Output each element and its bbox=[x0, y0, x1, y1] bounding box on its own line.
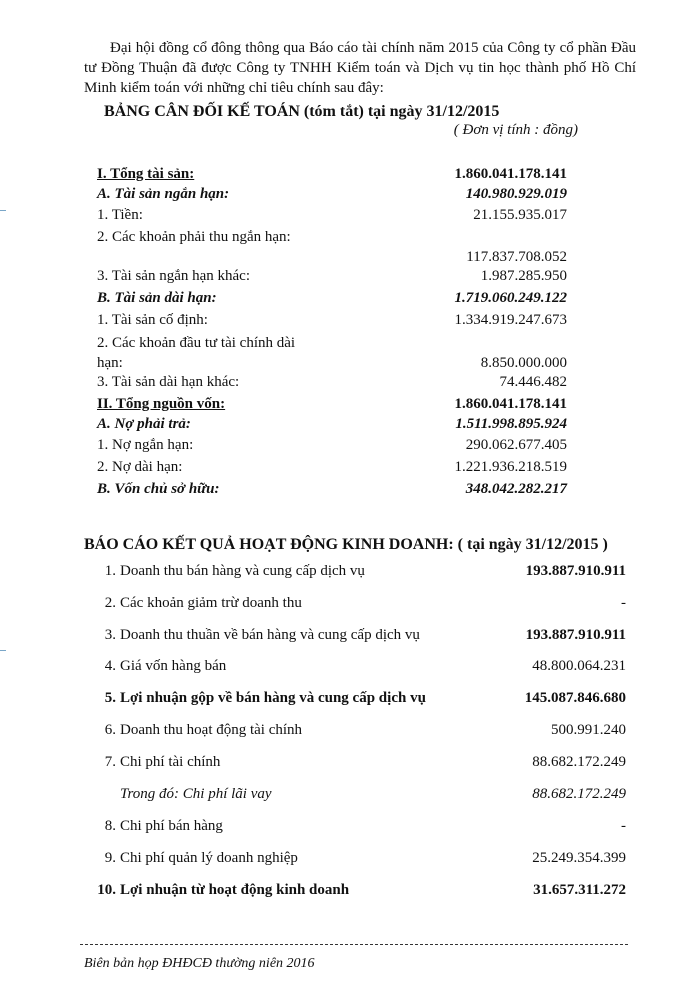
income-statement-title: BÁO CÁO KẾT QUẢ HOẠT ĐỘNG KINH DOANH: ( tại ngày 31/12/2015 ) bbox=[84, 536, 608, 553]
bs-row-receivables bbox=[97, 227, 567, 267]
footer-text: Biên bản họp ĐHĐCĐ thường niên 2016 bbox=[84, 956, 315, 971]
bs-label: 1. Nợ ngắn hạn: bbox=[97, 437, 194, 453]
bs-label: 2. Các khoản đầu tư tài chính dài hạn: bbox=[97, 335, 296, 371]
pl-label: Giá vốn hàng bán bbox=[120, 658, 227, 674]
pl-value: 88.682.172.249 bbox=[532, 786, 626, 802]
bs-value: 1.860.041.178.141 bbox=[454, 166, 567, 182]
pl-row-net-revenue bbox=[86, 624, 626, 646]
pl-label: Doanh thu hoạt động tài chính bbox=[120, 722, 303, 738]
bs-row-current-assets bbox=[97, 184, 567, 204]
pl-value: 193.887.910.911 bbox=[525, 627, 626, 643]
pl-value: 25.249.354.399 bbox=[532, 850, 626, 866]
bs-label: I. Tổng tài sản: bbox=[97, 166, 195, 182]
bs-label: 2. Nợ dài hạn: bbox=[97, 459, 183, 475]
bs-value: 1.221.936.218.519 bbox=[454, 459, 567, 475]
pl-number: 3. bbox=[104, 627, 116, 643]
bs-value: 117.837.708.052 bbox=[466, 249, 567, 265]
bs-label: 2. Các khoản phải thu ngắn hạn: bbox=[97, 229, 291, 245]
bs-value: 1.334.919.247.673 bbox=[454, 312, 567, 328]
bs-row-equity bbox=[97, 479, 567, 499]
pl-number: 5. bbox=[104, 690, 116, 706]
footer-divider bbox=[80, 944, 628, 945]
pl-label: Chi phí tài chính bbox=[120, 754, 221, 770]
pl-label: Trong đó: Chi phí lãi vay bbox=[120, 786, 272, 802]
bs-value: 1.987.285.950 bbox=[480, 268, 567, 284]
bs-label: 3. Tài sản ngắn hạn khác: bbox=[97, 268, 251, 284]
bs-value: 1.719.060.249.122 bbox=[454, 290, 567, 306]
pl-row-financial-expense bbox=[86, 751, 626, 773]
bs-row-lt-investments bbox=[97, 333, 567, 373]
pl-number: 9. bbox=[104, 850, 116, 866]
bs-row-fixed-assets bbox=[97, 310, 567, 330]
bs-row-short-term-debt bbox=[97, 435, 567, 455]
margin-mark bbox=[0, 210, 6, 211]
pl-number: 6. bbox=[104, 722, 116, 738]
bs-label: A. Nợ phải trả: bbox=[97, 416, 191, 432]
pl-row-selling-expense bbox=[86, 815, 626, 837]
pl-row-gross-profit bbox=[86, 687, 626, 709]
pl-value: 88.682.172.249 bbox=[532, 754, 626, 770]
bs-value: 8.850.000.000 bbox=[480, 355, 567, 371]
bs-row-long-term-debt bbox=[97, 457, 567, 477]
pl-label: Lợi nhuận từ hoạt động kinh doanh bbox=[120, 882, 350, 898]
bs-value: 1.511.998.895.924 bbox=[455, 416, 567, 432]
bs-value: 290.062.677.405 bbox=[465, 437, 567, 453]
bs-value: 1.860.041.178.141 bbox=[454, 396, 567, 412]
pl-row-interest-expense bbox=[86, 783, 626, 805]
margin-mark bbox=[0, 650, 6, 651]
pl-label: Chi phí quản lý doanh nghiệp bbox=[120, 850, 298, 866]
pl-value: 31.657.311.272 bbox=[533, 882, 626, 898]
bs-label: II. Tổng nguồn vốn: bbox=[97, 396, 226, 412]
bs-label: 3. Tài sản dài hạn khác: bbox=[97, 374, 240, 390]
bs-label: B. Tài sản dài hạn: bbox=[97, 290, 217, 306]
pl-value: 500.991.240 bbox=[551, 722, 626, 738]
pl-value: 193.887.910.911 bbox=[525, 563, 626, 579]
bs-label: 1. Tiền: bbox=[97, 207, 143, 223]
bs-row-other-long-term bbox=[97, 372, 567, 392]
pl-row-revenue bbox=[86, 560, 626, 582]
bs-row-long-term-assets bbox=[97, 288, 567, 308]
bs-row-total-assets bbox=[97, 164, 567, 184]
pl-label: Doanh thu thuần về bán hàng và cung cấp dịch vụ bbox=[120, 627, 420, 643]
intro-paragraph: Đại hội đồng cổ đông thông qua Báo cáo tài chính năm 2015 của Công ty cổ phần Đầu tư Đồng Thuận đã được Công ty TNHH Kiểm toán và Dịch vụ tin học thành phố Hồ Chí Minh kiểm toán với những chỉ tiêu chính sau đây: bbox=[84, 40, 636, 96]
pl-label: Chi phí bán hàng bbox=[120, 818, 223, 834]
bs-label: 1. Tài sản cố định: bbox=[97, 312, 208, 328]
bs-label: B. Vốn chủ sở hữu: bbox=[97, 481, 220, 497]
pl-row-financial-revenue bbox=[86, 719, 626, 741]
pl-row-admin-expense bbox=[86, 847, 626, 869]
pl-row-cogs bbox=[86, 655, 626, 677]
bs-value: 140.980.929.019 bbox=[465, 186, 567, 202]
pl-value: - bbox=[621, 595, 626, 611]
pl-number: 10. bbox=[97, 882, 116, 898]
bs-label: A. Tài sản ngắn hạn: bbox=[97, 186, 230, 202]
bs-row-liabilities bbox=[97, 414, 567, 434]
bs-row-other-current bbox=[97, 266, 567, 286]
pl-number: 2. bbox=[104, 595, 116, 611]
pl-value: 145.087.846.680 bbox=[524, 690, 626, 706]
pl-label: Doanh thu bán hàng và cung cấp dịch vụ bbox=[120, 563, 365, 579]
pl-label: Các khoản giảm trừ doanh thu bbox=[120, 595, 302, 611]
bs-row-cash bbox=[97, 205, 567, 225]
pl-value: - bbox=[621, 818, 626, 834]
unit-note: ( Đơn vị tính : đồng) bbox=[453, 122, 578, 138]
pl-number: 1. bbox=[104, 563, 116, 579]
pl-number: 8. bbox=[104, 818, 116, 834]
bs-value: 348.042.282.217 bbox=[465, 481, 567, 497]
pl-number: 7. bbox=[104, 754, 116, 770]
bs-row-total-capital bbox=[97, 394, 567, 414]
pl-number: 4. bbox=[104, 658, 116, 674]
pl-label: Lợi nhuận gộp về bán hàng và cung cấp dịch vụ bbox=[120, 690, 426, 706]
bs-value: 74.446.482 bbox=[499, 374, 567, 390]
pl-value: 48.800.064.231 bbox=[532, 658, 626, 674]
pl-row-operating-profit bbox=[86, 879, 626, 901]
pl-row-deductions bbox=[86, 592, 626, 614]
balance-sheet-title: BẢNG CÂN ĐỐI KẾ TOÁN (tóm tắt) tại ngày 31/12/2015 bbox=[104, 103, 500, 120]
bs-value: 21.155.935.017 bbox=[473, 207, 567, 223]
